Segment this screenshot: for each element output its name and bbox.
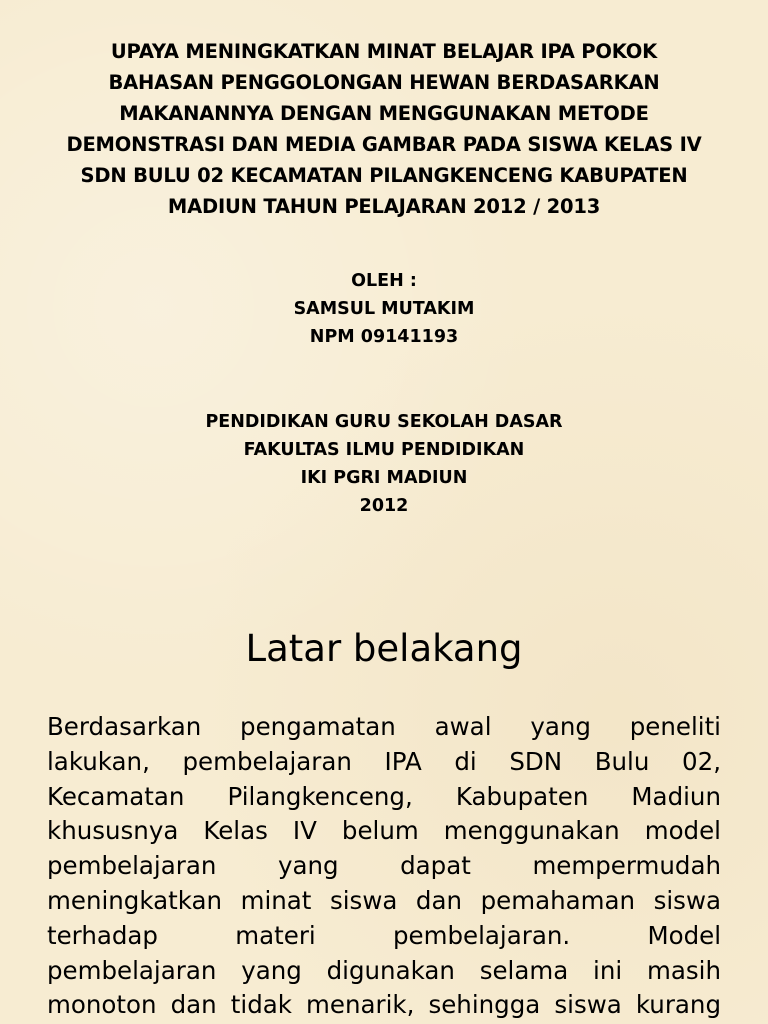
- faculty-name: FAKULTAS ILMU PENDIDIKAN: [243, 440, 525, 460]
- author-block: [0, 267, 768, 351]
- cover-year: 2012: [359, 496, 409, 516]
- paragraph-line: Kecamatan Pilangkenceng, Kabupaten Madiun: [47, 781, 721, 811]
- paragraph-line: terhadap materi pembelajaran. Model: [47, 920, 721, 950]
- paragraph-line: lakukan, pembelajaran IPA di SDN Bulu 02,: [47, 746, 721, 776]
- background-paragraph: [47, 710, 721, 1023]
- title-line: MAKANANNYA DENGAN MENGGUNAKAN METODE: [119, 102, 649, 125]
- title-line: BAHASAN PENGGOLONGAN HEWAN BERDASARKAN: [108, 71, 660, 94]
- title-line: MADIUN TAHUN PELAJARAN 2012 / 2013: [167, 195, 601, 218]
- paragraph-line: meningkatkan minat siswa dan pemahaman siswa: [47, 885, 721, 915]
- paragraph-line: pembelajaran yang digunakan selama ini masih: [47, 955, 721, 985]
- section-heading: Latar belakang: [245, 627, 523, 670]
- paragraph-line: khususnya Kelas IV belum menggunakan model: [47, 816, 721, 846]
- title-line: DEMONSTRASI DAN MEDIA GAMBAR PADA SISWA KELAS IV: [66, 133, 702, 156]
- by-label: OLEH :: [351, 271, 417, 291]
- paragraph-line: Berdasarkan pengamatan awal yang peneliti: [47, 712, 721, 741]
- university-name: IKI PGRI MADIUN: [300, 468, 468, 488]
- background-slide: [0, 576, 768, 1024]
- title-line: UPAYA MENINGKATKAN MINAT BELAJAR IPA POKOK: [110, 40, 658, 63]
- paragraph-line: monoton dan tidak menarik, sehingga siswa kurang: [47, 990, 721, 1020]
- title-line: SDN BULU 02 KECAMATAN PILANGKENCENG KABUPATEN: [80, 164, 688, 187]
- author-npm: NPM 09141193: [309, 327, 459, 347]
- institution-block: [0, 408, 768, 520]
- paragraph-line: pembelajaran yang dapat mempermudah: [47, 851, 721, 881]
- thesis-title: [0, 36, 768, 222]
- program-name: PENDIDIKAN GURU SEKOLAH DASAR: [205, 412, 563, 432]
- author-name: SAMSUL MUTAKIM: [293, 299, 475, 319]
